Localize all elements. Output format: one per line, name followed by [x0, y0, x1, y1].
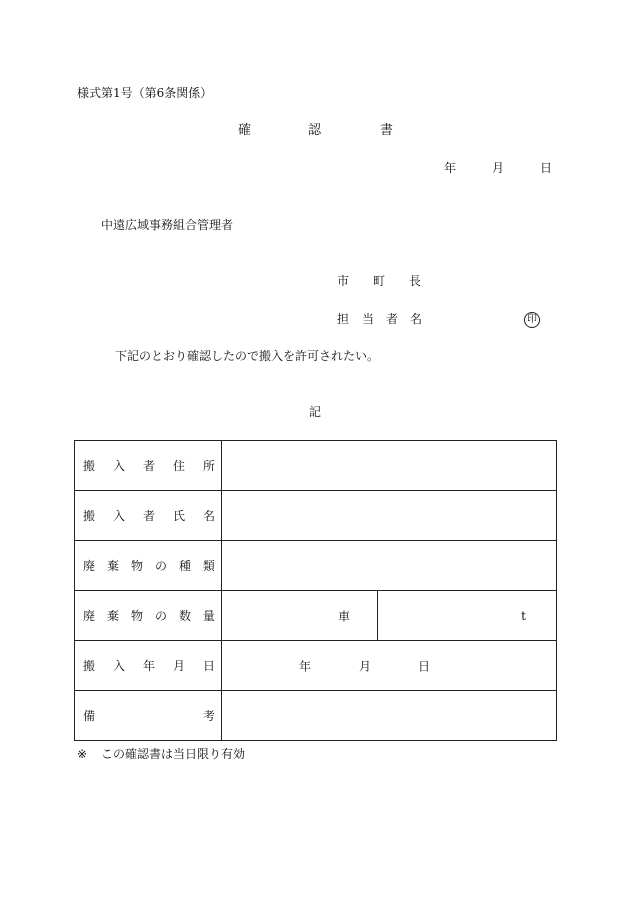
label-char: 者: [142, 509, 155, 523]
address-field[interactable]: [222, 441, 557, 491]
delivery-date-field[interactable]: [222, 641, 557, 691]
label-char: 物: [130, 559, 143, 573]
label-char: 年: [142, 659, 155, 673]
issuer-role-char-1: 市: [337, 274, 350, 288]
issuer-role-char-2: 町: [373, 274, 386, 288]
note-mark: ※: [77, 747, 88, 761]
label-cell: [75, 491, 222, 541]
label-char: 者: [142, 459, 155, 473]
row-label-waste-type: [75, 557, 221, 574]
table-row-waste-quantity: [75, 591, 557, 641]
form-number: 様式第1号（第6条関係）: [77, 86, 213, 100]
label-char: の: [154, 559, 167, 573]
label-char: 入: [112, 509, 125, 523]
table-row-waste-type: [75, 541, 557, 591]
label-char: 数: [178, 609, 191, 623]
date-month: 月: [492, 161, 505, 175]
remarks-field[interactable]: [222, 691, 557, 741]
label-cell: [75, 641, 222, 691]
title-char-1: 確: [238, 123, 252, 138]
issuer-role-char-3: 長: [409, 274, 422, 288]
label-char: 備: [83, 709, 96, 723]
date-day: 日: [540, 161, 553, 175]
officer-label-char-4: 名: [410, 312, 423, 326]
label-char: 棄: [106, 559, 119, 573]
table-row-remarks: [75, 691, 557, 741]
addressee: 中遠広域事務組合管理者: [101, 218, 234, 232]
label-char: 考: [202, 709, 215, 723]
title-char-2: 認: [308, 123, 322, 138]
quantity-split: [222, 591, 556, 640]
row-label-name: [75, 507, 221, 524]
label-char: の: [154, 609, 167, 623]
label-char: 搬: [83, 659, 96, 673]
tonnage-field[interactable]: [378, 591, 556, 640]
label-char: 入: [112, 659, 125, 673]
label-cell: [75, 691, 222, 741]
label-char: 廃: [83, 609, 96, 623]
label-char: 廃: [83, 559, 96, 573]
label-char: 名: [202, 509, 215, 523]
label-char: 種: [178, 559, 191, 573]
label-cell: [75, 591, 222, 641]
label-cell: [75, 541, 222, 591]
label-char: 入: [112, 459, 125, 473]
seal-icon: [524, 311, 540, 328]
table-row-delivery-date: [75, 641, 557, 691]
label-char: 搬: [83, 459, 96, 473]
date-unit-year: 年: [299, 659, 312, 673]
label-char: 量: [202, 609, 215, 623]
row-label-address: [75, 457, 221, 474]
label-char: 所: [202, 459, 215, 473]
confirmation-table: [74, 440, 557, 741]
vehicle-count-field[interactable]: [222, 591, 378, 640]
unit-tons: t: [521, 608, 526, 623]
date-year: 年: [444, 161, 457, 175]
label-cell: [75, 441, 222, 491]
name-field[interactable]: [222, 491, 557, 541]
date-unit-month: 月: [359, 659, 372, 673]
date-unit-day: 日: [418, 659, 431, 673]
officer-label-char-1: 担: [337, 312, 350, 326]
label-char: 物: [130, 609, 143, 623]
unit-vehicles: 車: [338, 609, 351, 623]
table-row-address: [75, 441, 557, 491]
label-char: 住: [172, 459, 185, 473]
label-char: 月: [172, 659, 185, 673]
title-char-3: 書: [380, 123, 394, 138]
label-char: 類: [202, 559, 215, 573]
label-char: 搬: [83, 509, 96, 523]
note-text: この確認書は当日限り有効: [101, 747, 246, 761]
waste-quantity-cell: [222, 591, 557, 641]
seal-mark: 印: [524, 312, 540, 328]
ki-heading: 記: [309, 405, 322, 419]
row-label-waste-quantity: [75, 607, 221, 624]
label-char: 棄: [106, 609, 119, 623]
row-label-remarks: [75, 707, 221, 724]
row-label-delivery-date: [75, 657, 221, 674]
officer-label-char-2: 当: [362, 312, 375, 326]
officer-label-char-3: 者: [386, 312, 399, 326]
waste-type-field[interactable]: [222, 541, 557, 591]
body-text: 下記のとおり確認したので搬入を許可されたい。: [115, 349, 380, 363]
label-char: 日: [202, 659, 215, 673]
label-char: 氏: [172, 509, 185, 523]
table-row-name: [75, 491, 557, 541]
